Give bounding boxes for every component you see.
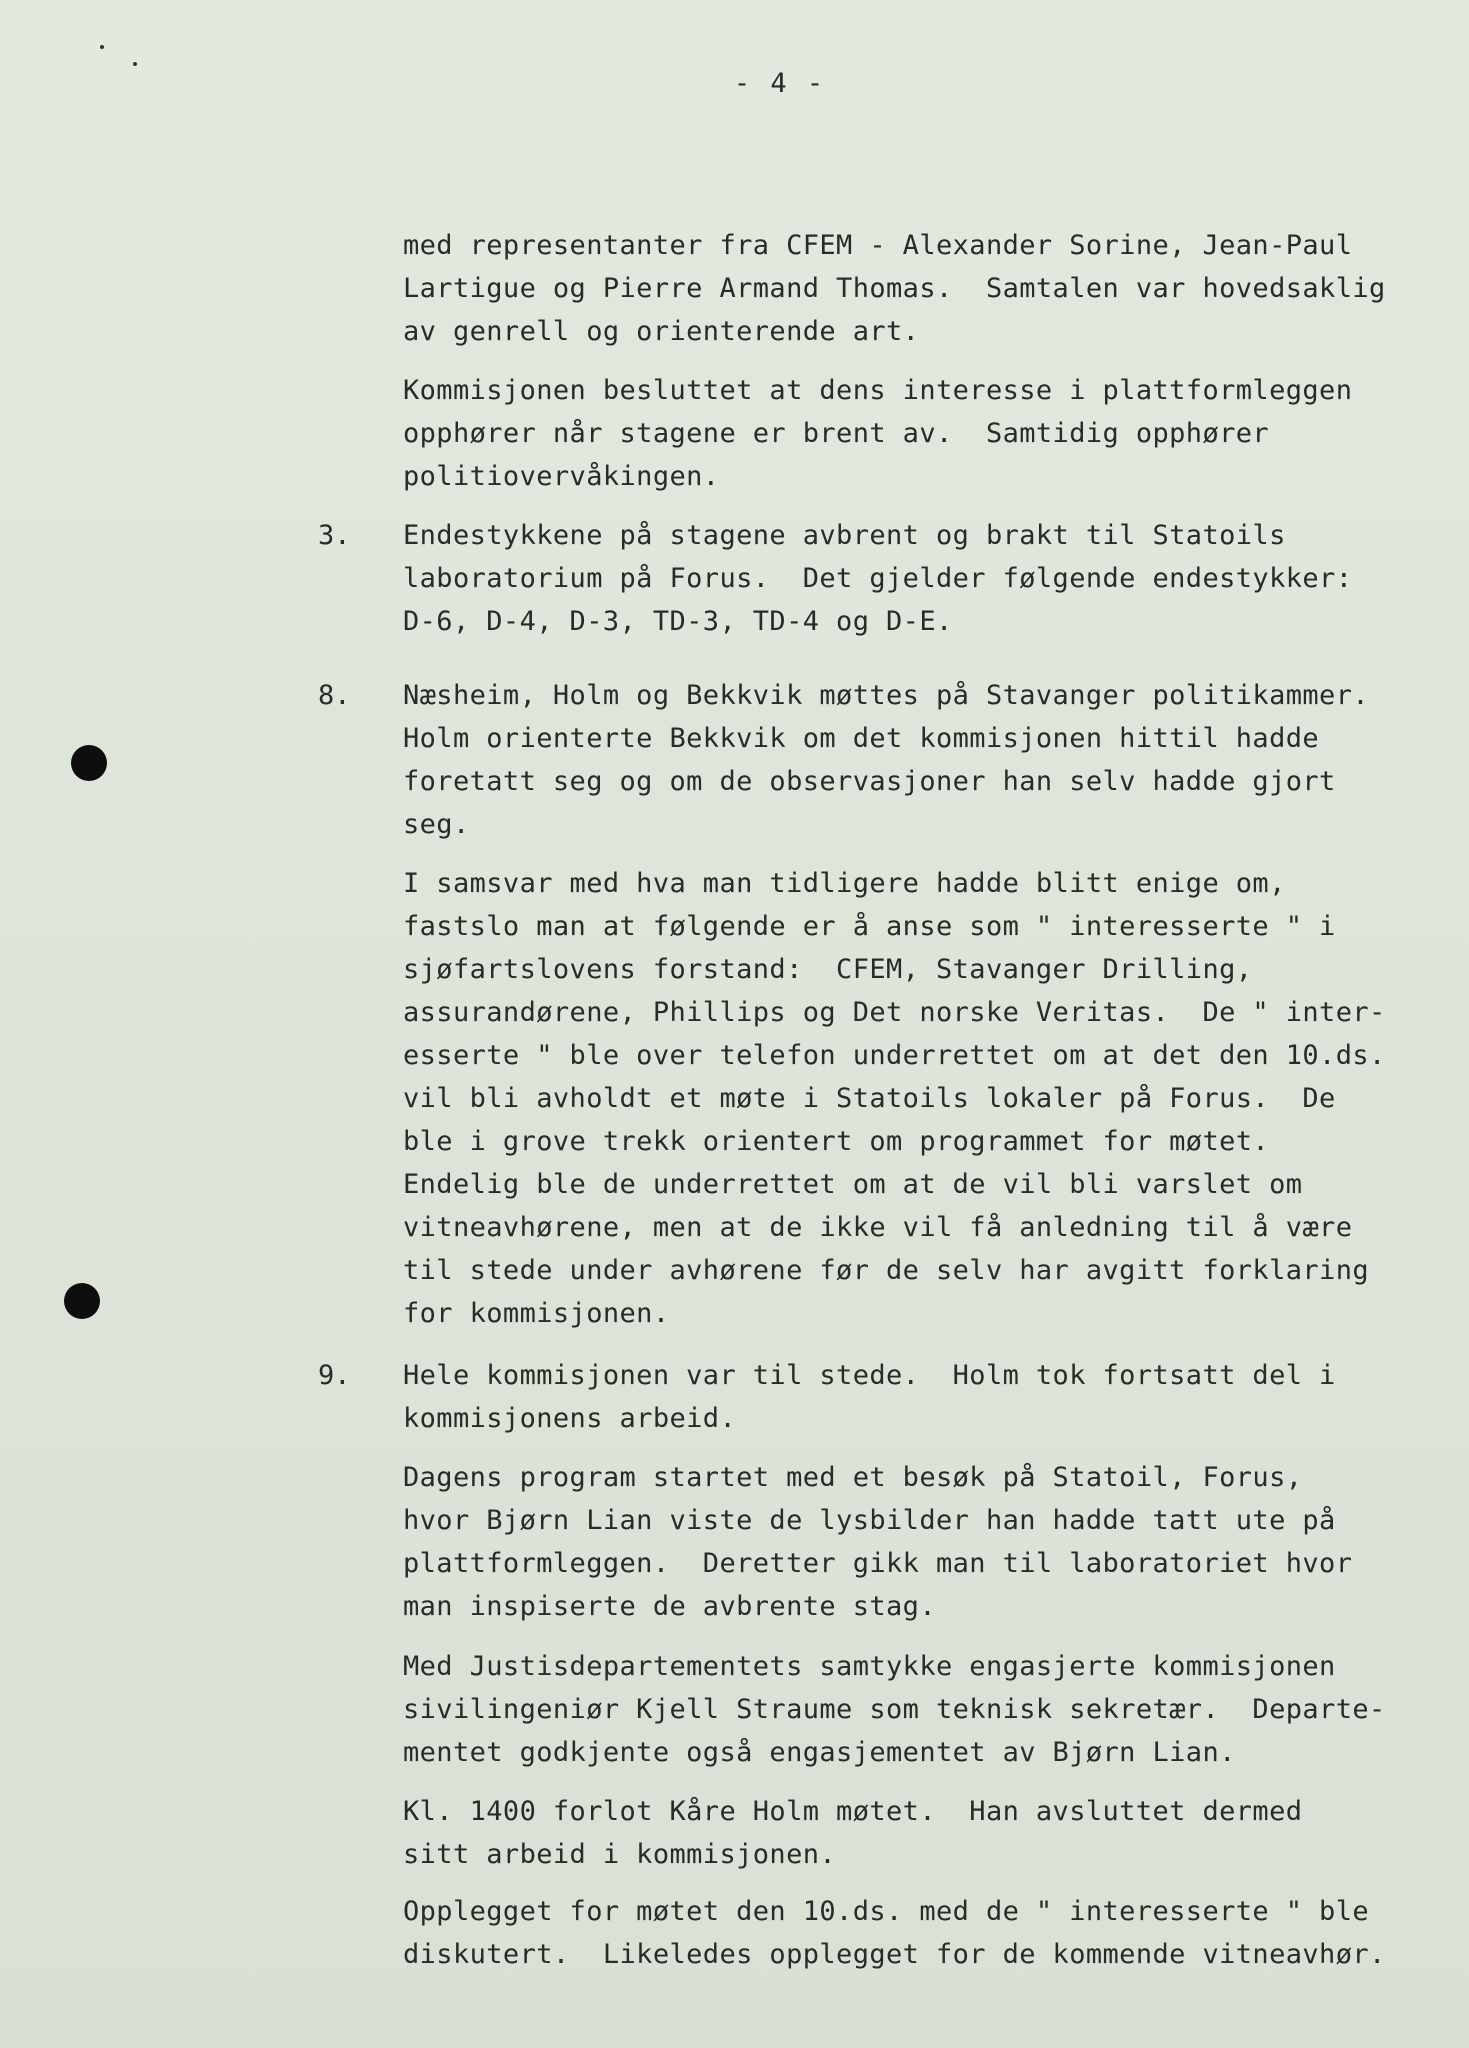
- paragraph-meeting-plan: [403, 1890, 1443, 1976]
- text-line: Endestykkene på stagene avbrent og brakt til Statoils: [403, 520, 1286, 551]
- punch-hole-bottom: [64, 1283, 100, 1319]
- text-line: I samsvar med hva man tidligere hadde blitt enige om,: [403, 868, 1286, 899]
- text-line: Hele kommisjonen var til stede. Holm tok fortsatt del i: [403, 1360, 1336, 1391]
- text-line: seg.: [403, 809, 470, 840]
- paper-speck: [133, 62, 137, 66]
- punch-hole-top: [71, 745, 107, 781]
- item-number: 9.: [318, 1360, 351, 1391]
- text-line: esserte " ble over telefon underrettet om at det den 10.ds.: [403, 1040, 1386, 1071]
- text-line: vil bli avholdt et møte i Statoils lokaler på Forus. De: [403, 1083, 1336, 1114]
- text-line: Lartigue og Pierre Armand Thomas. Samtalen var hovedsaklig: [403, 273, 1386, 304]
- text-line: sitt arbeid i kommisjonen.: [403, 1839, 837, 1870]
- text-line: sjøfartslovens forstand: CFEM, Stavanger Drilling,: [403, 954, 1253, 985]
- text-line: til stede under avhørene før de selv har avgitt forklaring: [403, 1255, 1370, 1286]
- text-line: Dagens program startet med et besøk på Statoil, Forus,: [403, 1462, 1303, 1493]
- text-line: opphører når stagene er brent av. Samtidig opphører: [403, 418, 1270, 449]
- text-line: mentet godkjente også engasjementet av Bjørn Lian.: [403, 1737, 1236, 1768]
- text-line: plattformleggen. Deretter gikk man til laboratoriet hvor: [403, 1548, 1353, 1579]
- text-line: Endelig ble de underrettet om at de vil bli varslet om: [403, 1169, 1303, 1200]
- text-line: ble i grove trekk orientert om programmet for møtet.: [403, 1126, 1270, 1157]
- text-line: med representanter fra CFEM - Alexander Sorine, Jean-Paul: [403, 230, 1353, 261]
- paragraph-item-9: [403, 1354, 1443, 1440]
- text-line: Kommisjonen besluttet at dens interesse i plattformleggen: [403, 375, 1353, 406]
- text-line: diskutert. Likeledes opplegget for de kommende vitneavhør.: [403, 1939, 1386, 1970]
- text-line: Holm orienterte Bekkvik om det kommisjonen hittil hadde: [403, 723, 1320, 754]
- text-line: for kommisjonen.: [403, 1298, 670, 1329]
- text-line: foretatt seg og om de observasjoner han selv hadde gjort: [403, 766, 1336, 797]
- text-line: D-6, D-4, D-3, TD-3, TD-4 og D-E.: [403, 606, 953, 637]
- text-line: Med Justisdepartementets samtykke engasjerte kommisjonen: [403, 1651, 1336, 1682]
- item-number: 8.: [318, 680, 351, 711]
- text-line: Næsheim, Holm og Bekkvik møttes på Stavanger politikammer.: [403, 680, 1370, 711]
- page-number: - 4 -: [733, 68, 826, 99]
- text-line: kommisjonens arbeid.: [403, 1403, 737, 1434]
- text-line: fastslo man at følgende er å anse som " interesserte " i: [403, 911, 1336, 942]
- paragraph-cfem-meeting: [403, 224, 1443, 353]
- paper-speck: [100, 45, 104, 49]
- text-line: hvor Bjørn Lian viste de lysbilder han hadde tatt ute på: [403, 1505, 1336, 1536]
- paragraph-technical-secretary: [403, 1645, 1443, 1774]
- paragraph-daily-program: [403, 1456, 1443, 1628]
- paragraph-item-3: [403, 514, 1443, 643]
- text-line: sivilingeniør Kjell Straume som teknisk sekretær. Departe-: [403, 1694, 1386, 1725]
- paragraph-item-8: [403, 674, 1443, 846]
- text-line: assurandørene, Phillips og Det norske Veritas. De " inter-: [403, 997, 1386, 1028]
- text-line: vitneavhørene, men at de ikke vil få anledning til å være: [403, 1212, 1353, 1243]
- paragraph-interested-parties: [403, 862, 1443, 1335]
- paragraph-holm-leaves: [403, 1790, 1443, 1876]
- item-number: 3.: [318, 520, 351, 551]
- text-line: politiovervåkingen.: [403, 461, 720, 492]
- text-line: av genrell og orienterende art.: [403, 316, 920, 347]
- text-line: man inspiserte de avbrente stag.: [403, 1591, 936, 1622]
- paragraph-commission-decision: [403, 369, 1443, 498]
- text-line: laboratorium på Forus. Det gjelder følgende endestykker:: [403, 563, 1353, 594]
- text-line: Opplegget for møtet den 10.ds. med de " interesserte " ble: [403, 1896, 1370, 1927]
- text-line: Kl. 1400 forlot Kåre Holm møtet. Han avsluttet dermed: [403, 1796, 1303, 1827]
